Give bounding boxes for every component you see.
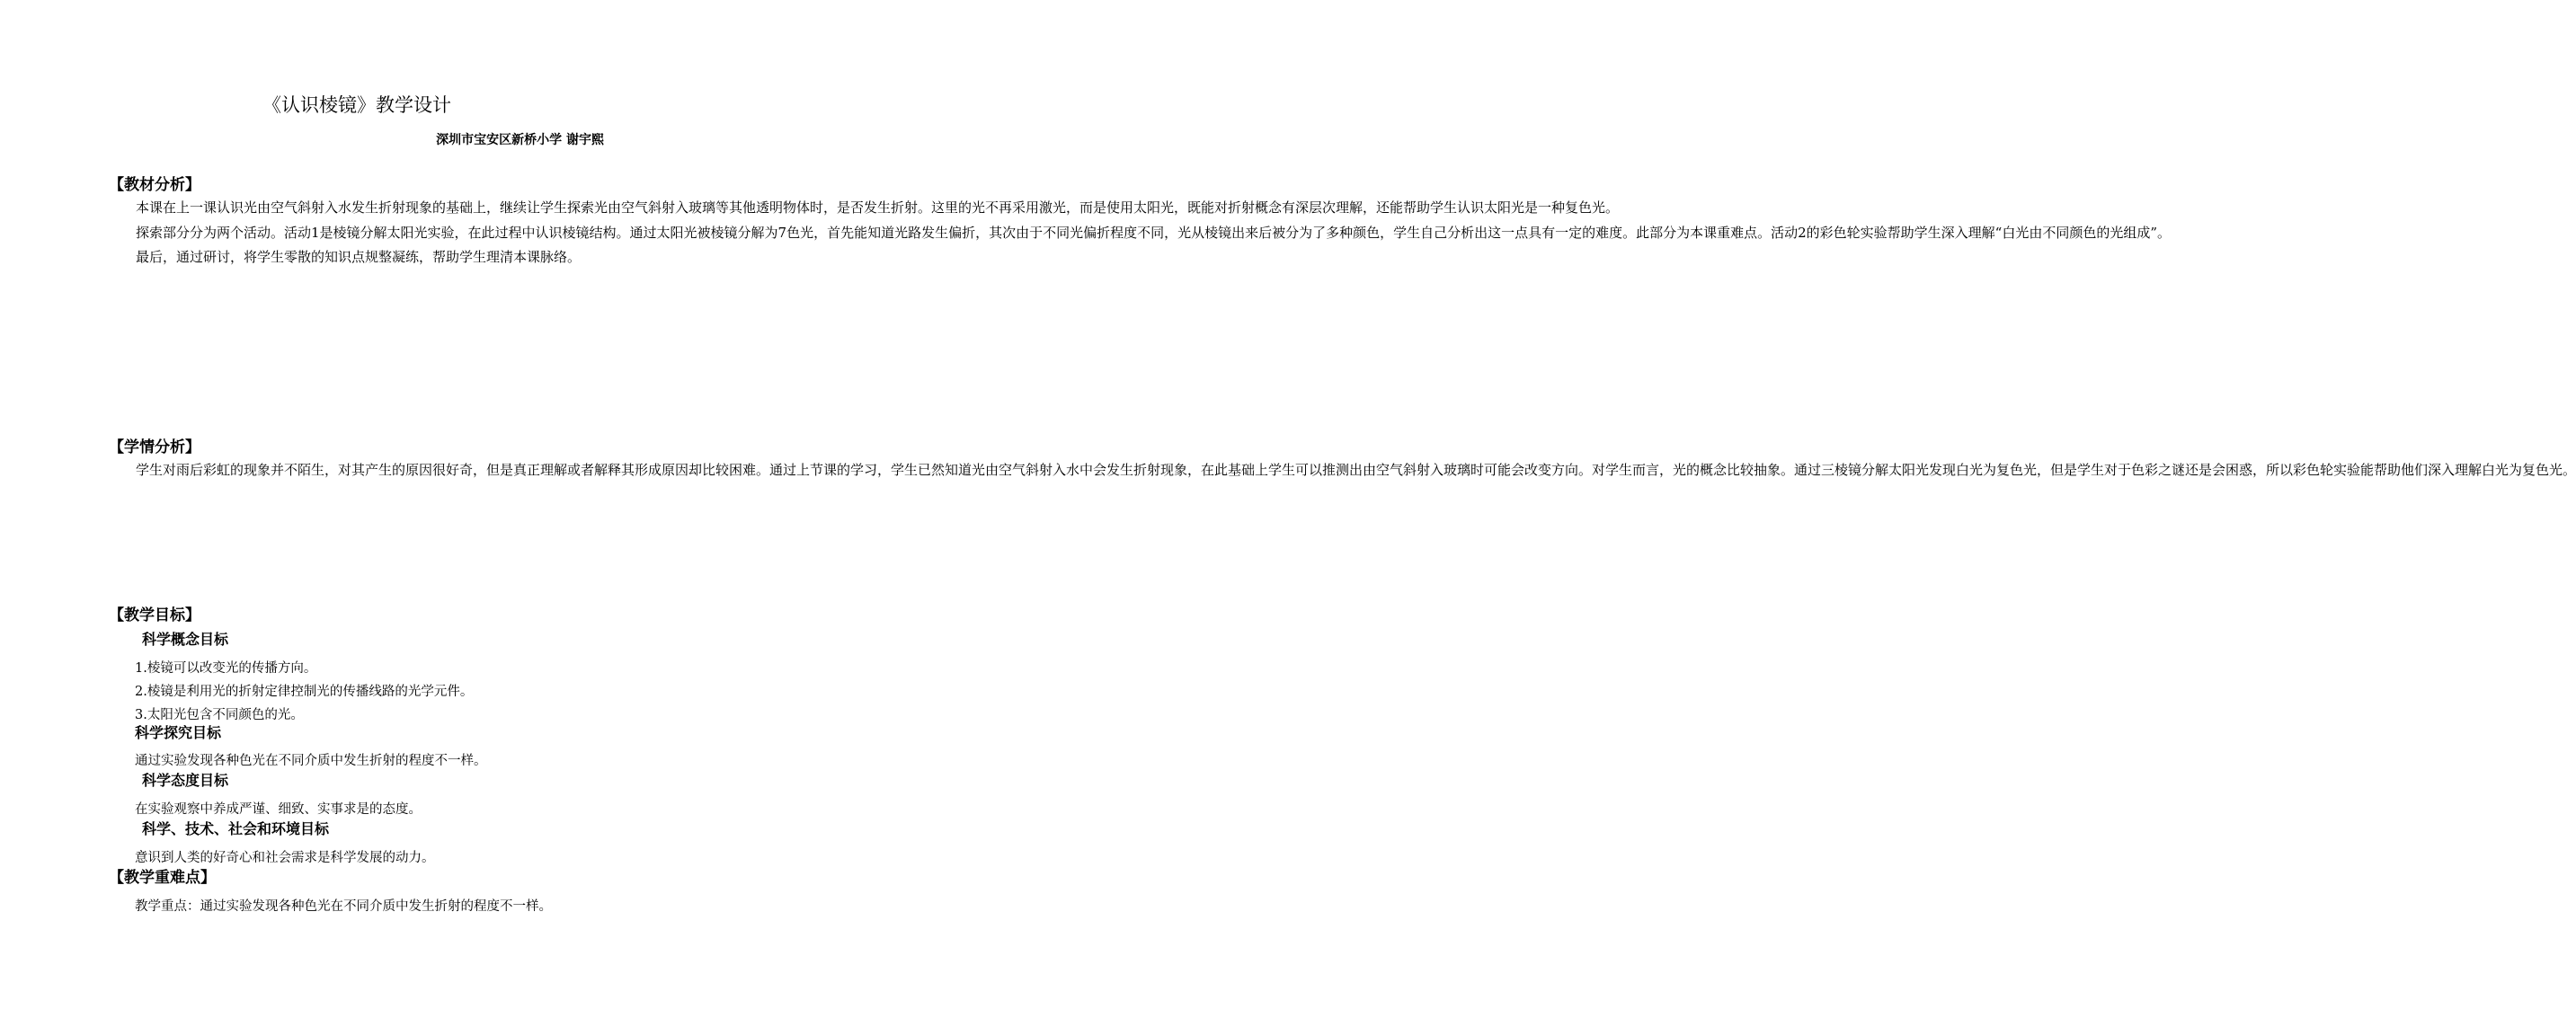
students-paragraphs (109, 458, 2576, 483)
paragraph: 本课在上一课认识光由空气斜射入水发生折射现象的基础上，继续让学生探索光由空气斜射入玻璃等其他透明物体时，是否发生折射。这里的光不再采用激光，而是使用太阳光，既能对折射概念有深层次理解，还能帮助学生认识太阳光是一种复色光。 (136, 199, 1620, 216)
section-heading-students: 【学情分析】 (109, 438, 200, 456)
paragraph: 最后，通过研讨，将学生零散的知识点规整凝练，帮助学生理清本课脉络。 (136, 249, 582, 265)
goal-text: 通过实验发现各种色光在不同介质中发生折射的程度不一样。 (135, 754, 487, 768)
subheading-concept: 科学概念目标 (142, 631, 229, 648)
section-heading-keypoints: 【教学重难点】 (109, 869, 216, 887)
subheading-inquiry: 科学探究目标 (135, 724, 222, 741)
paragraph: 探索部分分为两个活动。活动1是棱镜分解太阳光实验，在此过程中认识棱镜结构。通过太阳光被棱镜分解为7色光，首先能知道光路发生偏折，其次由于不同光偏折程度不同，光从棱镜出来后被分为了多种颜色，学生自己分析出这一点具有一定的难度。此部分为本课重难点。活动2的彩色轮实验帮助学生深入理解“白光由不同颜色的光组成”。 (136, 224, 2171, 241)
list-item: 3.太阳光包含不同颜色的光。 (135, 708, 304, 722)
goal-text: 意识到人类的好奇心和社会需求是科学发展的动力。 (135, 851, 435, 865)
subheading-attitude: 科学态度目标 (142, 772, 229, 789)
page-title: 《认识棱镜》教学设计 (262, 94, 451, 116)
section-heading-goals: 【教学目标】 (109, 606, 200, 624)
paragraph: 学生对雨后彩虹的现象并不陌生，对其产生的原因很好奇，但是真正理解或者解释其形成原因却比较困难。通过上节课的学习，学生已然知道光由空气斜射入水中会发生折射现象，在此基础上学生可以推测出由空气斜射入玻璃时可能会改变方向。对学生而言，光的概念比较抽象。通过三棱镜分解太阳光发现白光为复色光，但是学生对于色彩之谜还是会困惑，所以彩色轮实验能帮助他们深入理解白光为复色光。 (136, 462, 2576, 478)
list-item: 1.棱镜可以改变光的传播方向。 (135, 661, 317, 676)
material-paragraphs (109, 196, 2171, 270)
keypoint-text: 教学重点：通过实验发现各种色光在不同介质中发生折射的程度不一样。 (135, 899, 552, 914)
author-line: 深圳市宝安区新桥小学 谢宇熙 (436, 133, 604, 147)
list-item: 2.棱镜是利用光的折射定律控制光的传播线路的光学元件。 (135, 685, 474, 699)
subheading-sts: 科学、技术、社会和环境目标 (142, 820, 330, 837)
section-heading-material: 【教材分析】 (109, 176, 200, 194)
goal-text: 在实验观察中养成严谨、细致、实事求是的态度。 (135, 802, 422, 817)
